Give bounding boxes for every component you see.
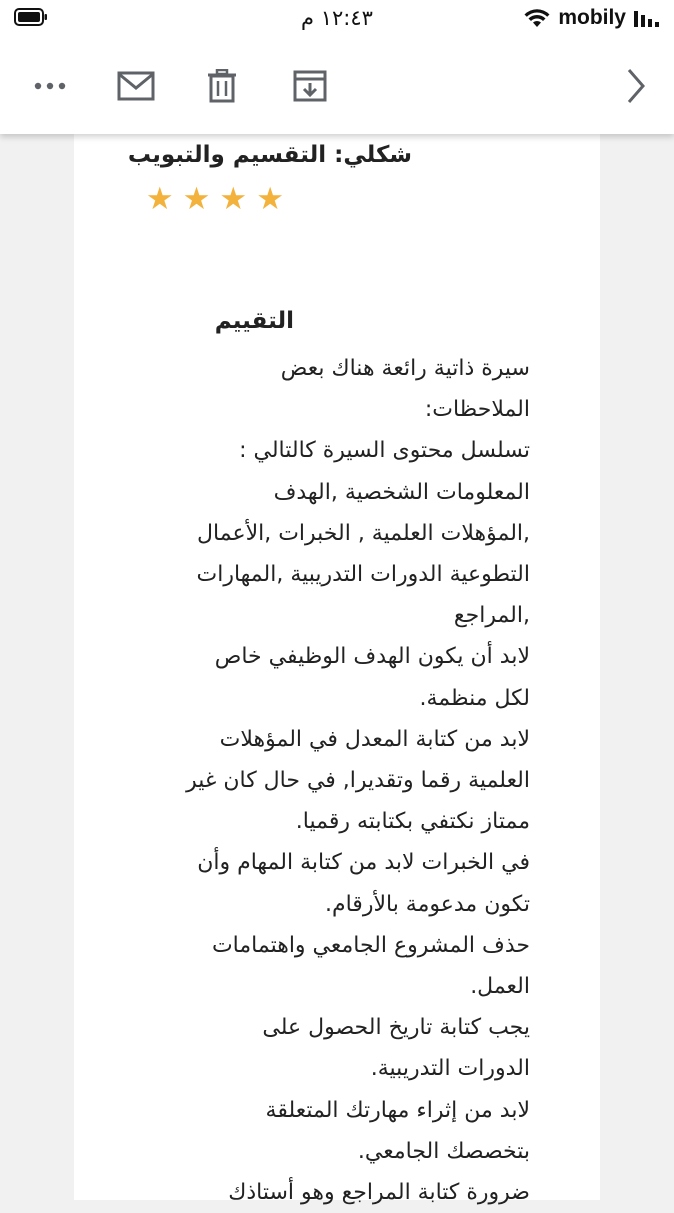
chevron-right-icon — [625, 67, 647, 105]
note-line: ,المؤهلات العلمية , الخبرات ,الأعمال — [197, 520, 530, 546]
status-bar — [0, 0, 674, 38]
note-line: العلمية رقما وتقديرا, في حال كان غير — [186, 768, 530, 794]
star-icon: ★ — [256, 181, 284, 217]
note-line: العمل. — [470, 974, 530, 1000]
section-title: شكلي: التقسيم والتبويب — [127, 142, 412, 168]
note-line: يجب كتابة تاريخ الحصول على — [262, 1015, 530, 1041]
more-options-button[interactable] — [30, 66, 70, 106]
section-rating-stars — [146, 182, 284, 216]
note-line: سيرة ذاتية رائعة هناك بعض — [280, 356, 530, 381]
mail-icon — [117, 71, 155, 101]
star-icon: ★ — [182, 181, 211, 217]
archive-button[interactable] — [290, 66, 330, 106]
signal-icon — [634, 9, 660, 27]
star-icon: ★ — [145, 181, 174, 217]
wifi-icon — [524, 8, 550, 28]
delete-button[interactable] — [202, 66, 242, 106]
note-line: لابد من إثراء مهارتك المتعلقة — [265, 1097, 530, 1123]
next-email-button[interactable] — [616, 66, 656, 106]
note-line: ممتاز نكتفي بكتابته رقميا. — [295, 809, 530, 835]
note-line: التطوعية الدورات التدريبية ,المهارات — [196, 562, 530, 588]
note-line: لكل منظمة. — [419, 685, 530, 711]
note-line: حذف المشروع الجامعي واهتمامات — [211, 932, 530, 958]
carrier-name: mobily — [558, 6, 626, 29]
note-line: لابد من كتابة المعدل في المؤهلات — [219, 726, 530, 752]
more-icon — [34, 82, 66, 90]
note-line: تسلسل محتوى السيرة كالتالي : — [239, 438, 530, 464]
note-line: تكون مدعومة بالأرقام. — [324, 891, 530, 917]
note-line: لابد أن يكون الهدف الوظيفي خاص — [214, 644, 530, 670]
email-toolbar — [0, 38, 674, 134]
note-line: المعلومات الشخصية ,الهدف — [273, 479, 530, 505]
note-line: الملاحظات: — [424, 397, 530, 423]
mark-unread-button[interactable] — [116, 66, 156, 106]
note-line: الدورات التدريبية. — [370, 1056, 530, 1082]
status-time: ١٢:٤٣ م — [301, 6, 373, 30]
star-icon: ★ — [219, 181, 248, 217]
note-line: ,المراجع — [453, 603, 530, 629]
rating-title: التقييم — [214, 308, 294, 334]
note-line: في الخبرات لابد من كتابة المهام وأن — [197, 850, 530, 876]
trash-icon — [207, 69, 237, 103]
archive-icon — [293, 70, 327, 102]
note-line: بتخصصك الجامعي. — [357, 1138, 530, 1164]
rating-notes — [110, 348, 530, 1213]
note-line: ضرورة كتابة المراجع وهو أستاذك — [228, 1180, 530, 1206]
